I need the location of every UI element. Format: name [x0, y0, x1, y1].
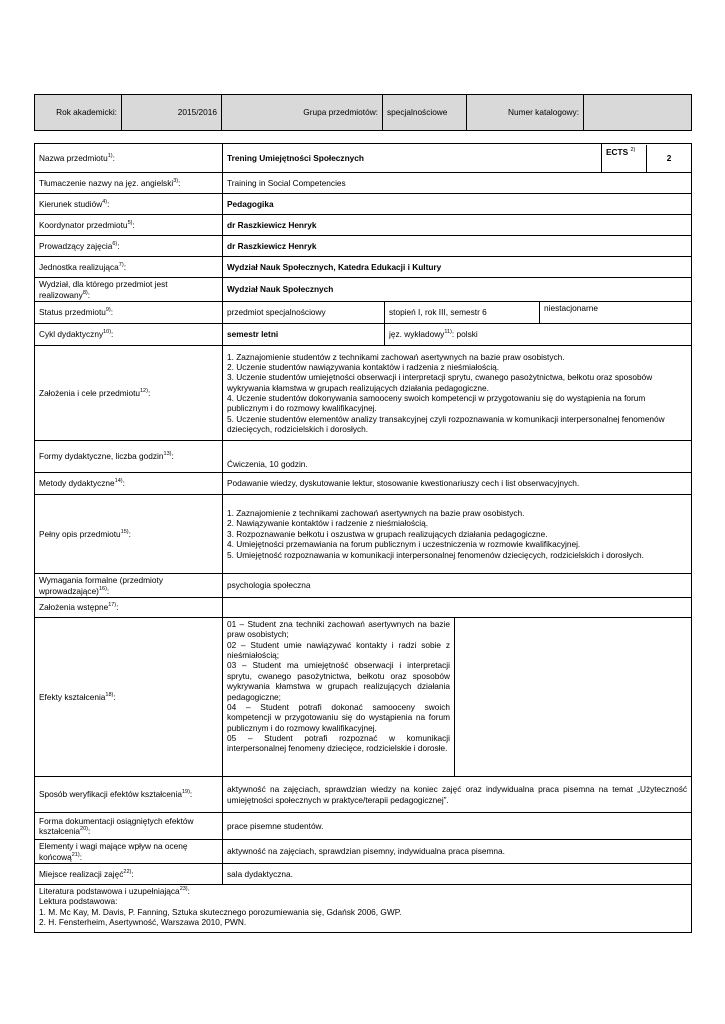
course-name-value: Trening Umiejętności Społecznych: [223, 144, 602, 173]
language-value: : polski: [451, 329, 478, 340]
ects-value: 2: [646, 145, 691, 172]
cycle-value: semestr letni: [223, 324, 385, 346]
field-of-study-label: Kierunek studiów$^{4)}$:: [35, 194, 223, 215]
status-value: przedmiot specjalnościowy: [223, 302, 385, 324]
literature-cell: [35, 885, 692, 933]
literature-label: Literatura podstawowa i uzupełniająca$^{23)}$:: [39, 886, 190, 896]
prerequisites-label: Założenia wstępne$^{17)}$:: [35, 598, 223, 618]
requirements-label: Wymagania formalne (przedmioty wprowadzające)$^{16)}$:: [35, 574, 223, 598]
outcomes-value-right: [455, 618, 692, 777]
documentation-label: Forma dokumentacji osiągniętych efektów kształcenia$^{20)}$:: [35, 813, 223, 840]
academic-year-value: 2015/2016: [122, 95, 222, 131]
methods-value: Podawanie wiedzy, dyskutowanie lektur, stosowanie kwestionariuszy cech i list obserwacyjnych.: [223, 473, 692, 495]
translation-value: Training in Social Competencies: [223, 173, 692, 194]
faculty-label: Wydział, dla którego przedmiot jest realizowany$^{8)}$:: [35, 278, 223, 302]
teacher-value: dr Raszkiewicz Henryk: [223, 236, 692, 257]
faculty-value: Wydział Nauk Społecznych: [223, 278, 692, 302]
translation-label: Tłumaczenie nazwy na jęz. angielski$^{3)}$:: [35, 173, 223, 194]
unit-value: Wydział Nauk Społecznych, Katedra Edukacji i Kultury: [223, 257, 692, 278]
course-group-label: Grupa przedmiotów:: [222, 95, 383, 131]
requirements-value: psychologia społeczna: [223, 574, 692, 598]
place-value: sala dydaktyczna.: [223, 864, 692, 885]
status-level: stopień I, rok III, semestr 6: [385, 302, 540, 324]
forms-value: Ćwiczenia, 10 godzin.: [223, 441, 692, 473]
status-label: Status przedmiotu$^{9)}$:: [35, 302, 223, 324]
academic-year-label: Rok akademicki:: [35, 95, 122, 131]
ects-label: ECTS $^{2)}$: [606, 146, 636, 157]
goals-label: Założenia i cele przedmiotu$^{12)}$:: [35, 346, 223, 441]
course-table: [34, 143, 692, 933]
forms-label: Formy dydaktyczne, liczba godzin$^{13)}$:: [35, 441, 223, 473]
field-of-study-value: Pedagogika: [223, 194, 692, 215]
weights-value: aktywność na zajęciach, sprawdzian pisemny, indywidualna praca pisemna.: [223, 840, 692, 864]
catalog-number-label: Numer katalogowy:: [467, 95, 584, 131]
literature-value: Lektura podstawowa: 1. M. Mc Kay, M. Davis, P. Fanning, Sztuka skutecznego porozumiewania się, Gdańsk 2006, GWP. 2. H. Fensterheim, Asertywność, Warszawa 2010, PWN.: [39, 896, 402, 928]
methods-label: Metody dydaktyczne$^{14)}$:: [35, 473, 223, 495]
coordinator-label: Koordynator przedmiotu$^{5)}$:: [35, 215, 223, 236]
coordinator-value: dr Raszkiewicz Henryk: [223, 215, 692, 236]
outcomes-label: Efekty kształcenia$^{18)}$:: [35, 618, 223, 777]
description-value: 1. Zaznajomienie z technikami zachowań asertywnych na bazie praw osobistych. 2. Nawiązywanie kontaktów i radzenie z nieśmiałością. 3. Rozpoznawanie bełkotu i oszustwa w grupach realizujących działania pedagogiczne. 4. Umiejętności przemawiania na forum publicznym i uczestniczenia w rozmowie kwalifikacyjnej. 5. Umiejętność rozpoznawania w komunikacji interpersonalnej fenomenów dziecięcych, rodzicielskich i dorosłych.: [223, 495, 692, 574]
documentation-value: prace pisemne studentów.: [223, 813, 692, 840]
language-cell: jęz. wykładowy$^{11)}$: polski: [385, 324, 692, 346]
header-table: [34, 94, 692, 131]
goals-value: 1. Zaznajomienie studentów z technikami zachowań asertywnych na bazie praw osobistych. 2. Uczenie studentów nawiązywania kontaktów i radzenia z nieśmiałością. 3. Uczenie studentów umiejętności obserwacji i interpretacji sprytu, cwanego pasożytnictwa, bełkotu oraz sposobów wykrywania kłamstwa w grupach realizujących działania pedagogiczne. 4. Uczenie studentów dokonywania samooceny swoich kompetencji w przygotowaniu się do wystąpienia na forum publicznym i do rozmowy kwalifikacyjnej. 5. Uczenie studentów elementów analizy transakcyjnej czyli rozpoznawania w komunikacji interpersonalnej fenomenów dziecięcych, rodzicielskich i dorosłych.: [223, 346, 692, 441]
place-label: Miejsce realizacji zajęć$^{22)}$:: [35, 864, 223, 885]
outcomes-value: 01 – Student zna techniki zachowań asertywnych na bazie praw osobistych; 02 – Student umie nawiązywać kontakty i radzi sobie z nieśmiałością; 03 – Student ma umiejętność obserwacji i interpretacji sprytu, cwanego pasożytnictwa, bełkotu oraz sposobów wykrywania kłamstwa w grupach realizujących działania pedagogiczne; 04 – Student potrafi dokonać samooceny swoich kompetencji w przygotowaniu się do wystąpienia na forum publicznym i do rozmowy kwalifikacyjnej. 05 – Student potrafi rozpoznać w komunikacji interpersonalnej fenomeny dziecięce, rodzicielskie i dorosłe.: [223, 618, 455, 777]
status-mode: niestacjonarne: [540, 302, 692, 324]
prerequisites-value: [223, 598, 692, 618]
weights-label: Elementy i wagi mające wpływ na ocenę końcową$^{21)}$:: [35, 840, 223, 864]
course-group-value: specjalnościowe: [383, 95, 467, 131]
teacher-label: Prowadzący zajęcia$^{6)}$:: [35, 236, 223, 257]
catalog-number-value: [584, 95, 692, 131]
verification-label: Sposób weryfikacji efektów kształcenia$^{19)}$:: [35, 777, 223, 813]
course-name-label: Nazwa przedmiotu$^{1)}$:: [35, 144, 223, 173]
language-label: jęz. wykładowy: [389, 329, 445, 340]
description-label: Pełny opis przedmiotu$^{15)}$:: [35, 495, 223, 574]
verification-value: aktywność na zajęciach, sprawdzian wiedzy na koniec zajęć oraz indywidualna praca pisemna na temat „Użyteczność umiejętności społecznych w praktyce/terapii pedagogicznej”.: [223, 777, 692, 813]
unit-label: Jednostka realizująca$^{7)}$:: [35, 257, 223, 278]
cycle-label: Cykl dydaktyczny$^{10)}$:: [35, 324, 223, 346]
ects-cell: [602, 144, 692, 173]
